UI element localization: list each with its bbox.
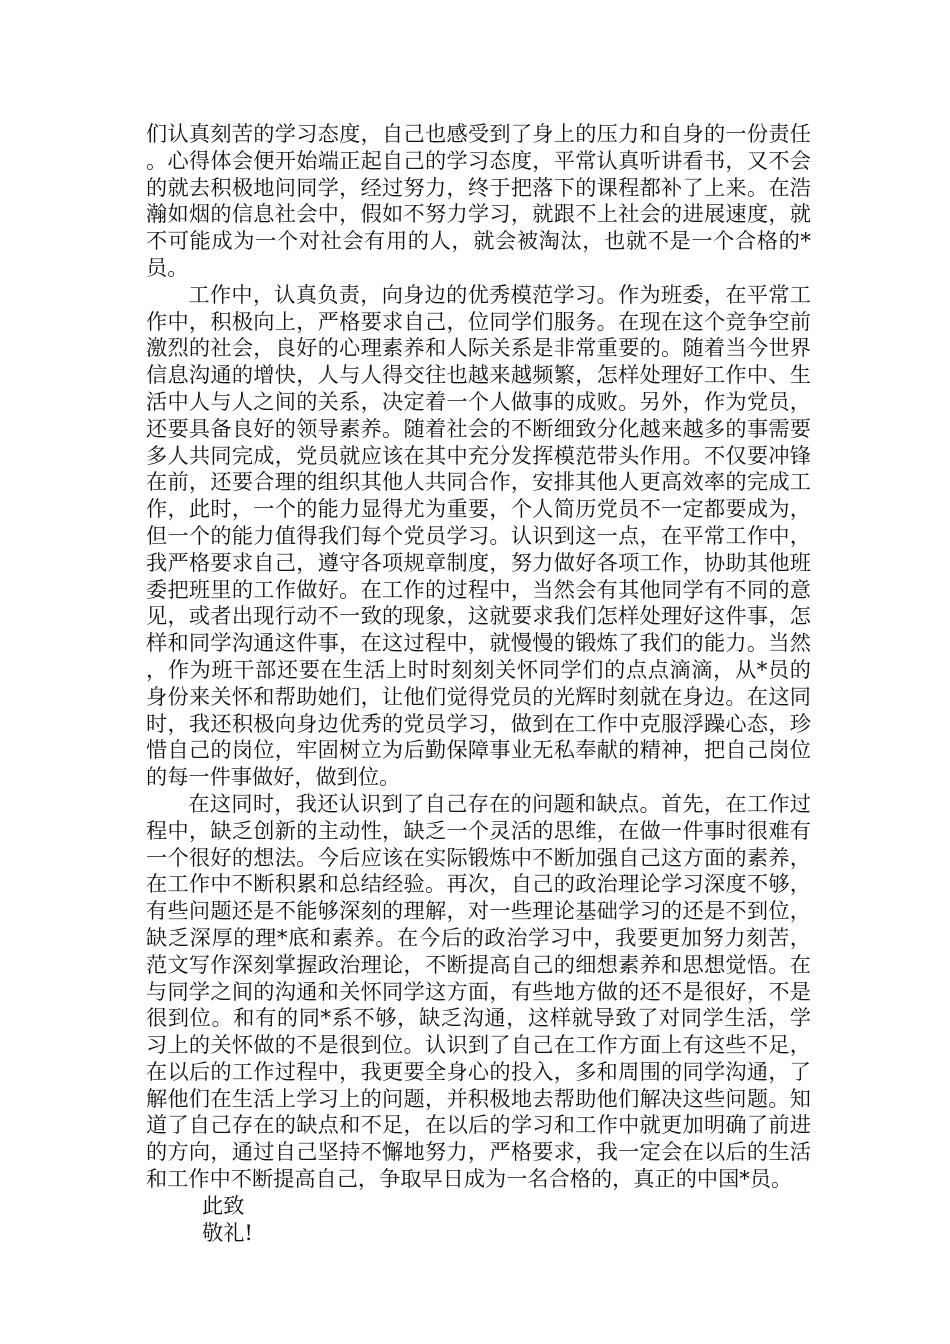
paragraph-1: 们认真刻苦的学习态度，自己也感受到了身上的压力和自身的一份责任。心得体会便开始端正起自己的学习态度，平常认真听讲看书，又不会的就去积极地问同学，经过努力，终于把落下的课程都补了上来。在浩瀚如烟的信息社会中，假如不努力学习，就跟不上社会的进展速度，就不可能成为一个对社会有用的人，就会被淘汰，也就不是一个合格的*员。 [146,121,811,280]
paragraph-3: 在这同时，我还认识到了自己存在的问题和缺点。首先，在工作过程中，缺乏创新的主动性，缺乏一个灵活的思维，在做一件事时很难有一个很好的想法。今后应该在实际锻炼中不断加强自己这方面的素养，在工作中不断积累和总结经验。再次，自己的政治理论学习深度不够，有些问题还是不能够深刻的理解，对一些理论基础学习的还是不到位，缺乏深厚的理*底和素养。在今后的政治学习中，我要更加努力刻苦，范文写作深刻掌握政治理论，不断提高自己的细想素养和思想觉悟。在与同学之间的沟通和关怀同学这方面，有些地方做的还不是很好，不是很到位。和有的同*系不够，缺乏沟通，这样就导致了对同学生活，学习上的关怀做的不是很到位。认识到了自己在工作方面上有这些不足，在以后的工作过程中，我更要全身心的投入，多和周围的同学沟通，了解他们在生活上学习上的问题，并积极地去帮助他们解决这些问题。知道了自己存在的缺点和不足，在以后的学习和工作中就更加明确了前进的方向，通过自己坚持不懈地努力，严格要求，我一定会在以后的生活和工作中不断提高自己，争取早日成为一名合格的，真正的中国*员。 [146,790,811,1192]
closing-salutation: 此致 [202,1192,245,1218]
closing-regards: 敬礼! [202,1219,253,1245]
document-body [146,121,811,1246]
paragraph-2: 工作中，认真负责，向身边的优秀模范学习。作为班委，在平常工作中，积极向上，严格要求自己，位同学们服务。在现在这个竞争空前激烈的社会，良好的心理素养和人际关系是非常重要的。随着当今世界信息沟通的增快，人与人得交往也越来越频繁，怎样处理好工作中、生活中人与人之间的关系，决定着一个人做事的成败。另外，作为党员，还要具备良好的领导素养。随着社会的不断细致分化越来越多的事需要多人共同完成，党员就应该在其中充分发挥模范带头作用。不仅要冲锋在前，还要合理的组织其他人共同合作，安排其他人更高效率的完成工作，此时，一个的能力显得尤为重要，个人简历党员不一定都要成为，但一个的能力值得我们每个党员学习。认识到这一点，在平常工作中，我严格要求自己，遵守各项规章制度，努力做好各项工作，协助其他班委把班里的工作做好。在工作的过程中，当然会有其他同学有不同的意见，或者出现行动不一致的现象，这就要求我们怎样处理好这件事，怎样和同学沟通这件事，在这过程中，就慢慢的锻炼了我们的能力。当然，作为班干部还要在生活上时时刻刻关怀同学们的点点滴滴，从*员的身份来关怀和帮助她们，让他们觉得党员的光辉时刻就在身边。在这同时，我还积极向身边优秀的党员学习，做到在工作中克服浮躁心态，珍惜自己的岗位，牢固树立为后勤保障事业无私奉献的精神，把自己岗位的每一件事做好，做到位。 [146,281,811,790]
